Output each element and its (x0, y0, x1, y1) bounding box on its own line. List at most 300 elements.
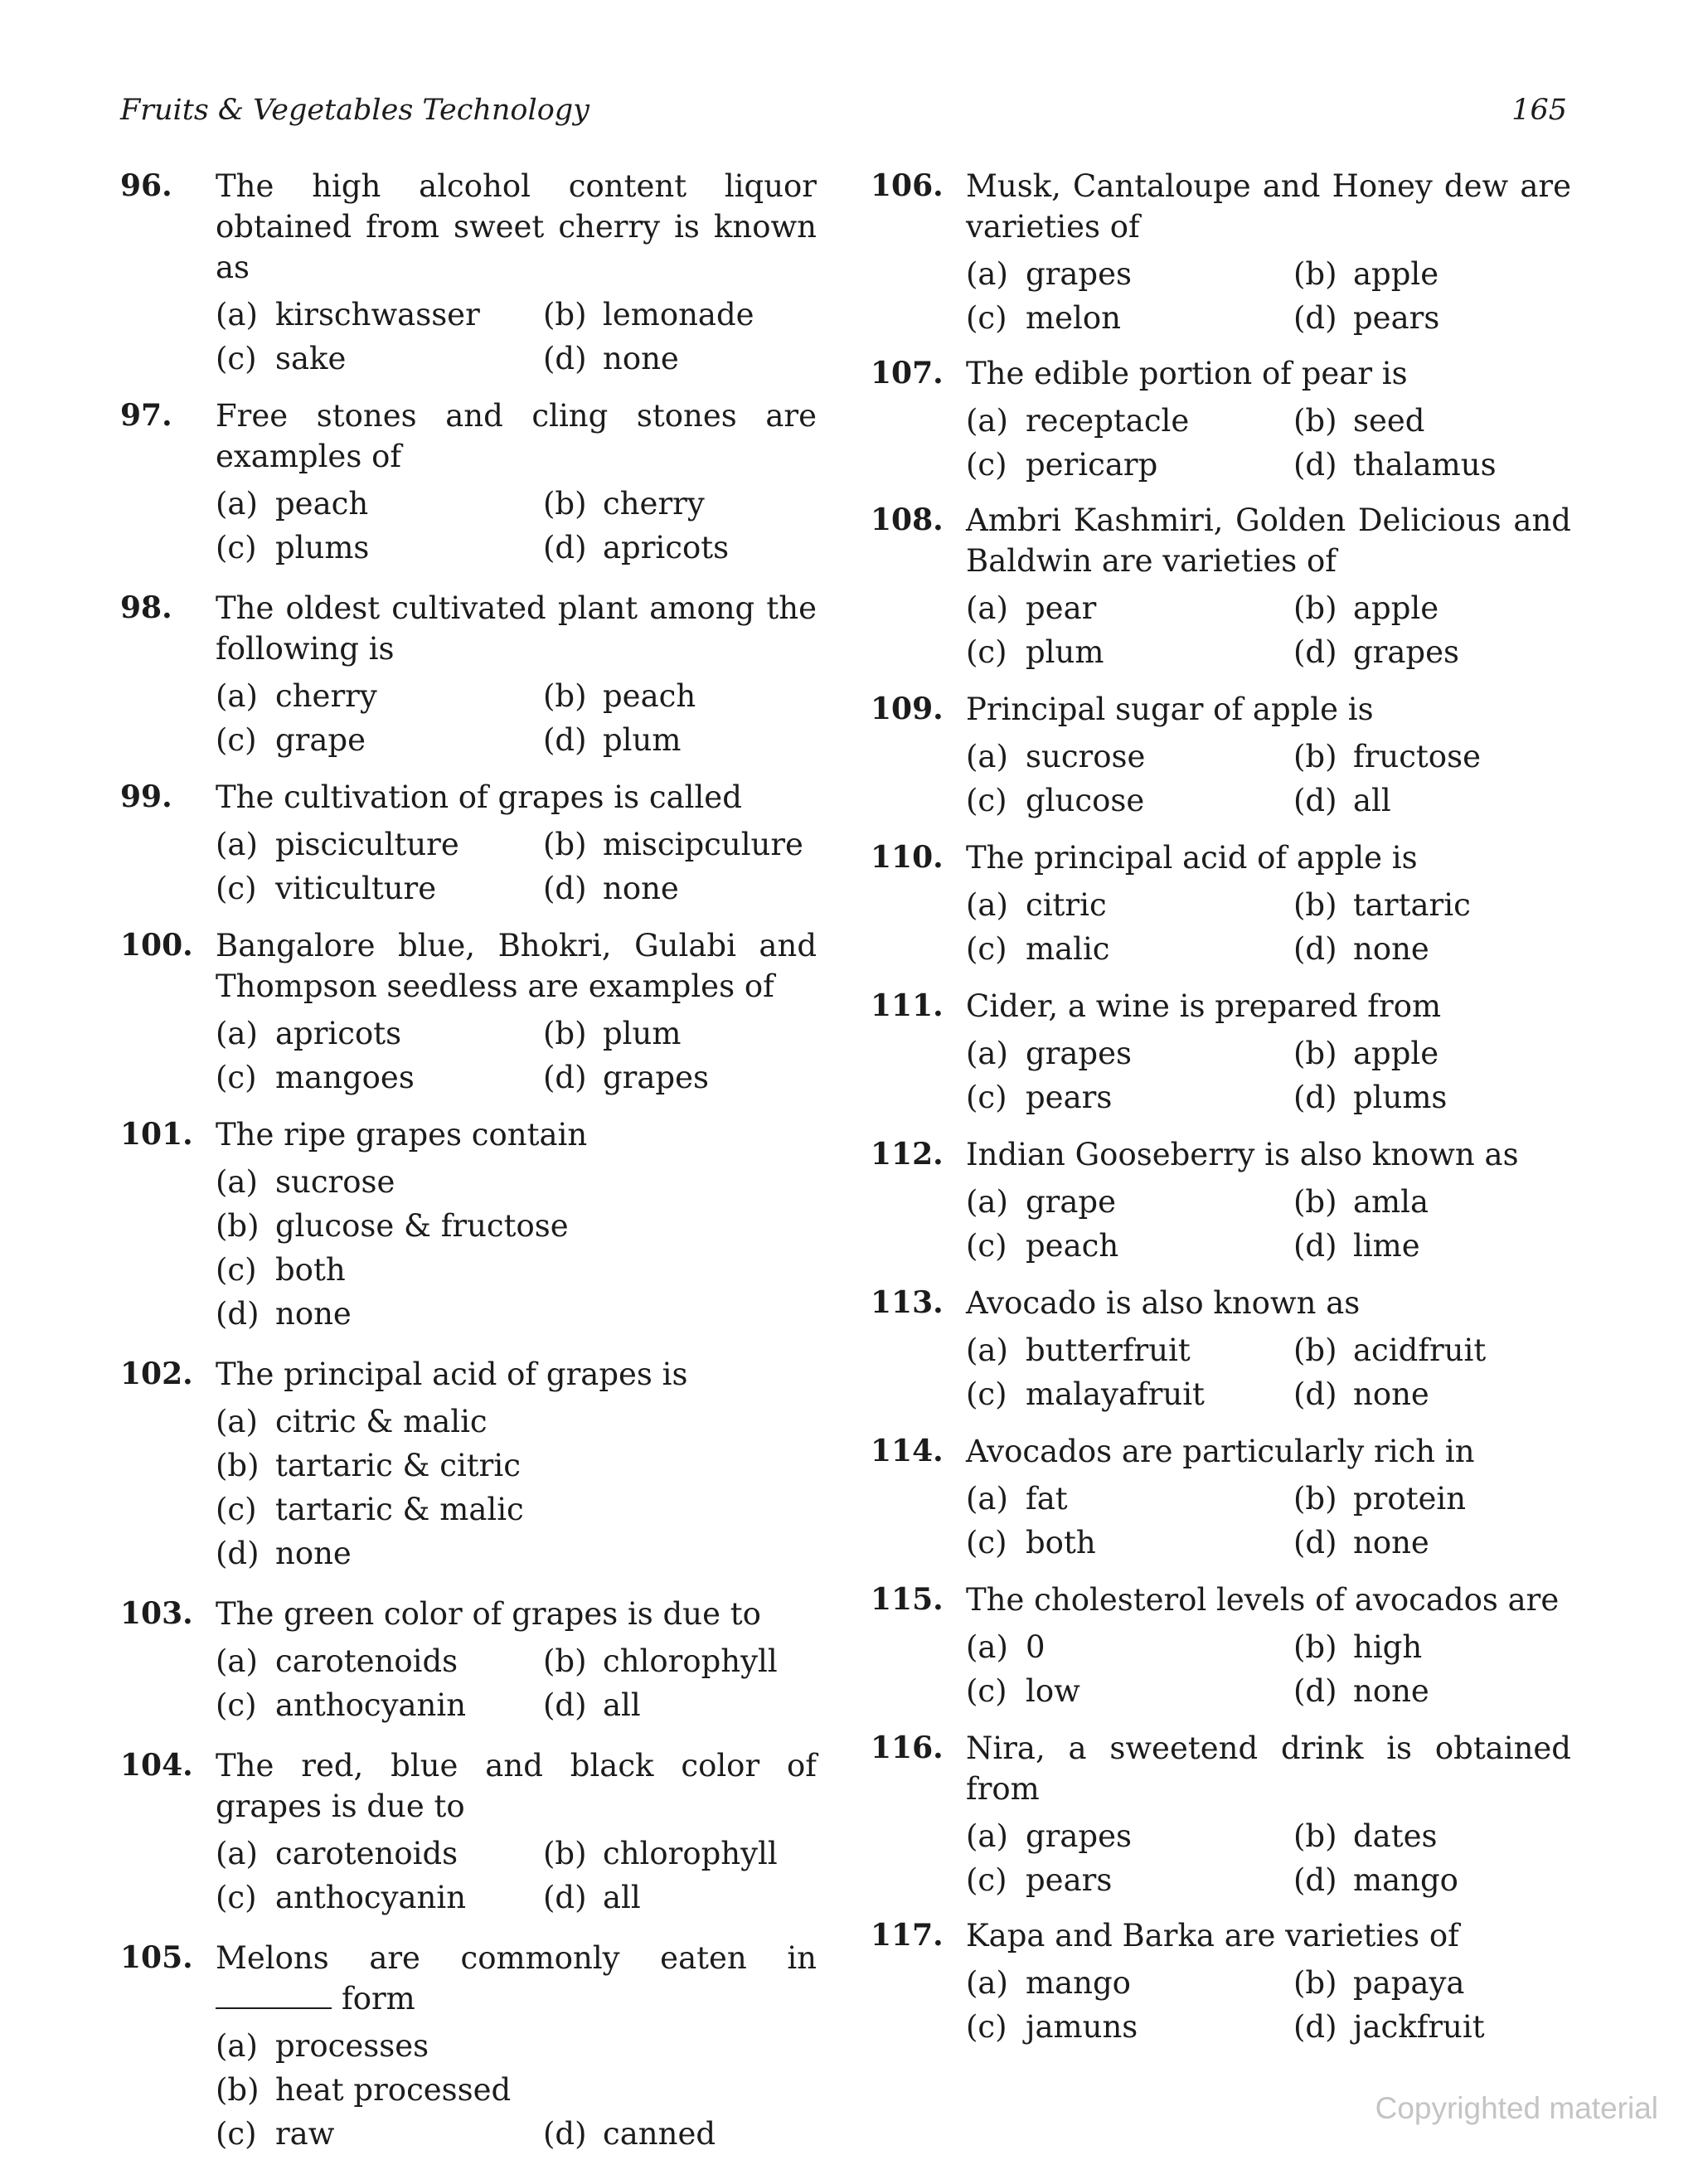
options-grid (966, 1814, 1571, 1902)
option-text: carotenoids (275, 1643, 458, 1679)
option (216, 2112, 543, 2156)
question-text-main: The oldest cultivated plant among the following is (216, 590, 817, 667)
option (216, 1248, 817, 1292)
option (216, 1292, 817, 1336)
option (1293, 296, 1571, 340)
option (543, 1832, 817, 1876)
question-text (966, 353, 1571, 394)
question-number: 110. (871, 840, 944, 875)
question-text-main: The red, blue and black color of grapes is due to (216, 1748, 817, 1824)
option-label: (b) (543, 1643, 587, 1679)
question-body (966, 1431, 1571, 1565)
option-text: all (603, 1687, 641, 1723)
option (1293, 1031, 1571, 1075)
option-label: (c) (966, 447, 1007, 483)
option (216, 1531, 817, 1575)
option-label: (d) (1293, 1862, 1337, 1898)
option-label: (a) (966, 1818, 1008, 1854)
question-body (216, 777, 817, 910)
question-text (216, 1354, 817, 1395)
question-body (216, 166, 817, 381)
option (1293, 735, 1571, 779)
option-text: carotenoids (275, 1836, 458, 1871)
question (120, 166, 817, 381)
option-label: (a) (966, 1332, 1008, 1368)
option-text: all (1353, 783, 1391, 818)
option-label: (a) (216, 827, 258, 862)
question (871, 1915, 1571, 2049)
option (216, 337, 543, 381)
question-body (216, 1354, 817, 1575)
option (966, 1477, 1293, 1521)
question-number: 104. (120, 1748, 193, 1783)
option-text: jamuns (1026, 2009, 1138, 2045)
question-text (216, 925, 817, 1007)
question-text (966, 1915, 1571, 1956)
question-number: 107. (871, 356, 944, 391)
question-body (216, 588, 817, 762)
option (543, 866, 817, 910)
option-text: citric (1026, 887, 1107, 923)
option-text: none (1353, 1525, 1429, 1560)
question-body (966, 1580, 1571, 1713)
option-label: (a) (966, 1629, 1008, 1665)
option-label: (c) (966, 1376, 1007, 1412)
question-text-main: The principal acid of apple is (966, 840, 1418, 876)
option (966, 883, 1293, 927)
option (966, 1961, 1293, 2005)
option-label: (a) (966, 590, 1008, 626)
option-text: amla (1353, 1184, 1429, 1220)
option-text: tartaric & citric (275, 1448, 521, 1483)
question-number: 99. (120, 779, 172, 814)
option (216, 1400, 817, 1444)
option (966, 252, 1293, 296)
running-title: Fruits & Vegetables Technology (120, 94, 589, 127)
option-label: (a) (216, 1404, 258, 1439)
question-text-main: Bangalore blue, Bhokri, Gulabi and Thompson seedless are examples of (216, 928, 817, 1004)
option-text: dates (1353, 1818, 1438, 1854)
question-body (966, 986, 1571, 1119)
option-label: (b) (1293, 1481, 1337, 1517)
option (216, 1204, 817, 1248)
option (543, 1876, 817, 1919)
question-text (216, 588, 817, 669)
options-grid (216, 1639, 817, 1727)
options-grid (216, 1160, 817, 1336)
option-text: grape (275, 722, 366, 758)
question-text-main: The high alcohol content liquor obtained from sweet cherry is known as (216, 168, 817, 285)
option (216, 1012, 543, 1056)
question-body (966, 166, 1571, 340)
option (216, 1683, 543, 1727)
option (1293, 399, 1571, 443)
question-body (216, 1114, 817, 1336)
option-text: pears (1026, 1862, 1113, 1898)
option-label: (c) (966, 1673, 1007, 1709)
question (120, 1594, 817, 1727)
options-grid (216, 2024, 817, 2156)
option-text: none (1353, 931, 1429, 967)
question-text-main: The cholesterol levels of avocados are (966, 1582, 1560, 1618)
option (966, 1328, 1293, 1372)
question-number: 103. (120, 1596, 193, 1631)
option-text: protein (1353, 1481, 1467, 1517)
question-number: 114. (871, 1434, 944, 1468)
question-text (216, 1594, 817, 1634)
option-label: (d) (216, 1536, 260, 1571)
option-label: (c) (216, 871, 257, 906)
question-text-main: The edible portion of pear is (966, 356, 1408, 391)
question (120, 777, 817, 910)
option (966, 927, 1293, 971)
option-text: grapes (1026, 256, 1133, 292)
question-text (216, 166, 817, 288)
option-label: (a) (216, 678, 258, 714)
option-label: (d) (543, 1687, 587, 1723)
options-grid (966, 1477, 1571, 1565)
option (1293, 1961, 1571, 2005)
option-text: plums (275, 530, 370, 565)
option-text: sake (275, 341, 347, 376)
option (216, 1639, 543, 1683)
options-grid (966, 252, 1571, 340)
option (966, 1669, 1293, 1713)
option-label: (a) (966, 1481, 1008, 1517)
option-text: papaya (1353, 1965, 1465, 2001)
option (966, 1031, 1293, 1075)
option-text: apple (1353, 590, 1439, 626)
option-label: (c) (216, 722, 257, 758)
option (1293, 927, 1571, 971)
option-text: apricots (603, 530, 730, 565)
option (966, 779, 1293, 823)
question-number: 96. (120, 168, 172, 203)
question-text (966, 689, 1571, 730)
option-text: plum (603, 1016, 682, 1051)
question-body (216, 1938, 817, 2156)
question-body (966, 689, 1571, 823)
option-label: (c) (216, 1492, 257, 1527)
option-text: lime (1353, 1228, 1420, 1264)
question-number: 109. (871, 692, 944, 726)
option-label: (b) (543, 678, 587, 714)
question (871, 500, 1571, 674)
question-text-main: Nira, a sweetend drink is obtained from (966, 1730, 1571, 1807)
question-number: 113. (871, 1285, 944, 1320)
option (1293, 883, 1571, 927)
question-number: 106. (871, 168, 944, 203)
question-text (966, 1283, 1571, 1323)
option-label: (d) (1293, 783, 1337, 818)
option-text: anthocyanin (275, 1880, 467, 1915)
option-text: both (1026, 1525, 1096, 1560)
question-body (216, 925, 817, 1099)
options-grid (216, 674, 817, 762)
option (216, 866, 543, 910)
question (120, 396, 817, 570)
option (966, 735, 1293, 779)
question (871, 353, 1571, 487)
option-text: plums (1353, 1080, 1448, 1115)
option (216, 2068, 817, 2112)
option-text: grapes (603, 1060, 710, 1095)
question-number: 102. (120, 1357, 193, 1391)
option (966, 1814, 1293, 1858)
question-text-main: Kapa and Barka are varieties of (966, 1918, 1459, 1953)
option-label: (a) (216, 2028, 258, 2064)
option-text: peach (275, 486, 369, 522)
option-label: (b) (543, 1836, 587, 1871)
option-label: (a) (216, 1836, 258, 1871)
option (543, 337, 817, 381)
option-label: (b) (216, 1448, 260, 1483)
option-label: (d) (1293, 634, 1337, 670)
option-label: (b) (1293, 739, 1337, 774)
question-text-main: Melons are commonly eaten in (216, 1940, 817, 1976)
option-text: pericarp (1026, 447, 1158, 483)
option-text: receptacle (1026, 403, 1190, 439)
options-grid (216, 1400, 817, 1575)
option (216, 1056, 543, 1099)
question (871, 1728, 1571, 1902)
question-body (216, 396, 817, 570)
option-text: plum (1026, 634, 1104, 670)
option-text: thalamus (1353, 447, 1497, 483)
option-label: (b) (1293, 887, 1337, 923)
option-label: (c) (216, 1252, 257, 1288)
question-number: 101. (120, 1117, 193, 1152)
option (216, 2024, 817, 2068)
question (871, 1134, 1571, 1268)
question-number: 116. (871, 1730, 944, 1765)
option-text: none (1353, 1673, 1429, 1709)
option-label: (d) (543, 530, 587, 565)
option (966, 296, 1293, 340)
question-number: 112. (871, 1137, 944, 1172)
options-grid (216, 823, 817, 910)
option (966, 1625, 1293, 1669)
options-grid (966, 399, 1571, 487)
option-text: none (275, 1536, 352, 1571)
option-label: (a) (966, 256, 1008, 292)
copyright-watermark: Copyrighted material (1375, 2091, 1658, 2125)
option-label: (a) (216, 1164, 258, 1200)
option (216, 1832, 543, 1876)
option-text: glucose & fructose (275, 1208, 569, 1244)
question-text (966, 986, 1571, 1026)
option (216, 526, 543, 570)
question-text (966, 837, 1571, 878)
option-text: tartaric & malic (275, 1492, 524, 1527)
question-number: 111. (871, 988, 944, 1023)
option-text: none (275, 1296, 352, 1332)
options-grid (966, 883, 1571, 971)
option-text: grapes (1353, 634, 1460, 670)
option-label: (d) (543, 871, 587, 906)
question-text-main: Musk, Cantaloupe and Honey dew are varieties of (966, 168, 1571, 245)
option-label: (b) (216, 2072, 260, 2108)
option-label: (b) (1293, 1184, 1337, 1220)
option (1293, 252, 1571, 296)
question-number: 117. (871, 1918, 944, 1953)
question-body (966, 1915, 1571, 2049)
option-text: mango (1026, 1965, 1131, 2001)
option-text: processes (275, 2028, 429, 2064)
option (216, 1488, 817, 1531)
question-number: 105. (120, 1940, 193, 1975)
option-text: apple (1353, 256, 1439, 292)
option-text: jackfruit (1353, 2009, 1485, 2045)
option-text: peach (603, 678, 696, 714)
option-label: (a) (966, 403, 1008, 439)
question-body (216, 1594, 817, 1727)
option (216, 293, 543, 337)
question-text-main: Cider, a wine is prepared from (966, 988, 1442, 1024)
option (543, 2112, 817, 2156)
options-grid (216, 1832, 817, 1919)
question-number: 108. (871, 502, 944, 537)
option-label: (c) (216, 1880, 257, 1915)
options-grid (966, 1328, 1571, 1416)
option-label: (c) (966, 634, 1007, 670)
option-label: (a) (216, 1643, 258, 1679)
option-label: (c) (966, 300, 1007, 336)
question-text (966, 1134, 1571, 1175)
option (966, 1521, 1293, 1565)
question-text-main: Principal sugar of apple is (966, 692, 1374, 727)
option (1293, 1669, 1571, 1713)
question-text (966, 166, 1571, 247)
option-label: (b) (543, 1016, 587, 1051)
option (966, 586, 1293, 630)
option-label: (c) (966, 2009, 1007, 2045)
option-label: (c) (216, 1687, 257, 1723)
option-label: (b) (1293, 1629, 1337, 1665)
right-column (871, 166, 1571, 2049)
option-text: low (1026, 1673, 1080, 1709)
question-number: 97. (120, 398, 172, 433)
options-grid (966, 1961, 1571, 2049)
option-text: glucose (1026, 783, 1145, 818)
question (120, 1114, 817, 1336)
option-label: (d) (1293, 1673, 1337, 1709)
question (871, 837, 1571, 971)
question (871, 1283, 1571, 1416)
option-label: (d) (1293, 447, 1337, 483)
option (1293, 1521, 1571, 1565)
question-text-main: The green color of grapes is due to (216, 1596, 761, 1632)
option-text: both (275, 1252, 346, 1288)
option (1293, 1814, 1571, 1858)
option (543, 293, 817, 337)
option-text: raw (275, 2116, 335, 2152)
option (1293, 1477, 1571, 1521)
option (543, 1056, 817, 1099)
question-text (966, 1431, 1571, 1472)
option (543, 1012, 817, 1056)
option-text: none (603, 341, 679, 376)
options-grid (216, 1012, 817, 1099)
option (966, 630, 1293, 674)
option-label: (b) (1293, 590, 1337, 626)
option-label: (b) (1293, 1036, 1337, 1071)
option (1293, 779, 1571, 823)
option (966, 1372, 1293, 1416)
option-label: (a) (966, 887, 1008, 923)
option (1293, 2005, 1571, 2049)
option-label: (b) (1293, 1332, 1337, 1368)
option-text: fructose (1353, 739, 1481, 774)
option-label: (c) (966, 1228, 1007, 1264)
option-text: all (603, 1880, 641, 1915)
option (543, 674, 817, 718)
question-body (966, 1283, 1571, 1416)
option-label: (b) (216, 1208, 260, 1244)
question-text-after-blank: form (342, 1981, 415, 2017)
option-text: 0 (1026, 1629, 1045, 1665)
question-text-main: The principal acid of grapes is (216, 1357, 688, 1392)
options-grid (216, 482, 817, 570)
option (216, 823, 543, 866)
question (120, 588, 817, 762)
option (543, 1639, 817, 1683)
question (871, 1431, 1571, 1565)
option-label: (b) (543, 827, 587, 862)
question-text-main: The cultivation of grapes is called (216, 779, 742, 815)
option (216, 718, 543, 762)
left-column (120, 166, 817, 2156)
option (216, 1876, 543, 1919)
option-label: (c) (966, 783, 1007, 818)
option-label: (c) (216, 1060, 257, 1095)
option-text: malic (1026, 931, 1110, 967)
option-label: (a) (966, 1184, 1008, 1220)
option (1293, 443, 1571, 487)
question (120, 1745, 817, 1919)
fill-in-blank (216, 1981, 332, 2009)
option-text: grapes (1026, 1036, 1133, 1071)
options-grid (966, 1180, 1571, 1268)
option-label: (d) (543, 1060, 587, 1095)
option (966, 1075, 1293, 1119)
question-text (216, 777, 817, 818)
option (1293, 1075, 1571, 1119)
option-text: cherry (275, 678, 377, 714)
option (1293, 1224, 1571, 1268)
option (1293, 586, 1571, 630)
option-text: pears (1353, 300, 1440, 336)
option (966, 1224, 1293, 1268)
options-grid (216, 293, 817, 381)
option-label: (b) (1293, 256, 1337, 292)
option-label: (d) (1293, 1376, 1337, 1412)
question-text (966, 1728, 1571, 1809)
options-grid (966, 735, 1571, 823)
option (1293, 1180, 1571, 1224)
option-text: peach (1026, 1228, 1119, 1264)
question (120, 925, 817, 1099)
option-text: canned (603, 2116, 716, 2152)
options-grid (966, 586, 1571, 674)
option (1293, 630, 1571, 674)
question-body (966, 1134, 1571, 1268)
option-text: apple (1353, 1036, 1439, 1071)
option-label: (d) (1293, 1228, 1337, 1264)
option-label: (c) (966, 1862, 1007, 1898)
option-text: kirschwasser (275, 297, 480, 332)
option-label: (c) (216, 341, 257, 376)
